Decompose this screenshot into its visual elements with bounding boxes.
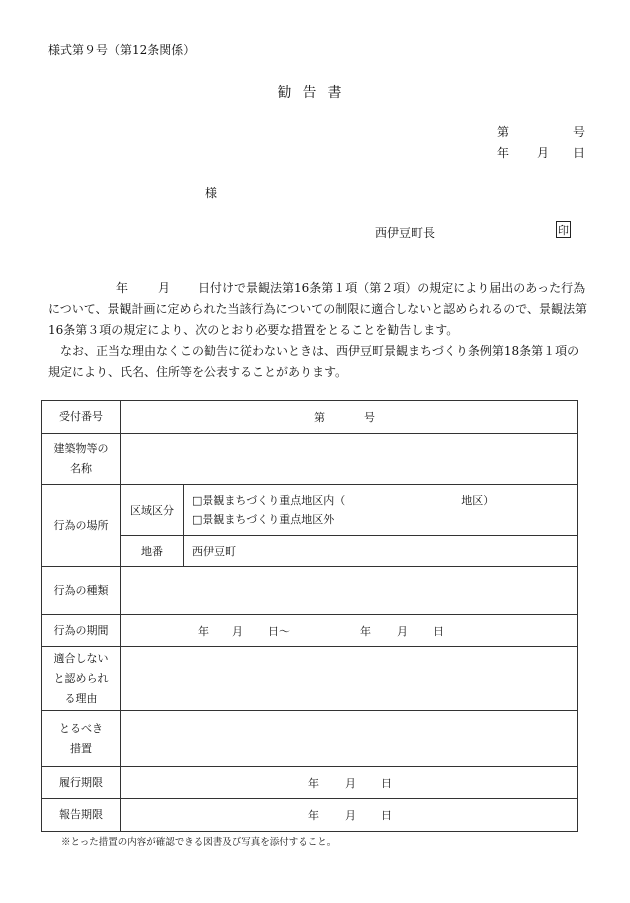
- seal-mark: 印: [556, 221, 571, 238]
- para-year: 年: [116, 281, 129, 295]
- issuer-name: 西伊豆町長: [375, 226, 436, 240]
- para-month: 月: [158, 281, 171, 295]
- period-label: 行為の期間: [42, 615, 121, 647]
- zone-option-inside[interactable]: □景観まちづくり重点地区内（: [192, 494, 346, 507]
- date-year: 年: [497, 146, 510, 160]
- footnote: ※とった措置の内容が確認できる図書及び写真を添付すること。: [61, 837, 337, 848]
- recommendation-paragraph: [48, 278, 588, 341]
- building-name-value[interactable]: [121, 434, 578, 485]
- act-type-value[interactable]: [121, 567, 578, 615]
- number-dai: 第: [497, 125, 510, 139]
- notice-paragraph: [48, 341, 588, 383]
- building-name-label: 建築物等の 名称: [42, 434, 121, 485]
- document-title: 勧告書: [277, 85, 353, 101]
- lot-label: 地番: [121, 536, 184, 567]
- measures-value[interactable]: [121, 711, 578, 767]
- deadline-value[interactable]: 年 月 日: [121, 767, 578, 799]
- reason-label: 適合しない と認められ る理由: [42, 647, 121, 711]
- zone-options[interactable]: □景観まちづくり重点地区内（ 地区） □景観まちづくり重点地区外: [184, 485, 578, 536]
- zone-option-outside[interactable]: □景観まちづくり重点地区外: [192, 513, 335, 526]
- receipt-no-value[interactable]: 第 号: [121, 401, 578, 434]
- number-go: 号: [573, 125, 586, 139]
- act-type-label: 行為の種類: [42, 567, 121, 615]
- report-label: 報告期限: [42, 799, 121, 832]
- para-text: 日付けで景観法第16条第１項（第２項）の規定により届出のあった行為について、景観計画に定められた当該行為についての制限に適合しないと認められるので、景観法第16条第３項の規定により、次のとおり必要な措置をとることを勧告します。: [48, 281, 588, 337]
- deadline-label: 履行期限: [42, 767, 121, 799]
- zone-label: 区域区分: [121, 485, 184, 536]
- date-day: 日: [573, 146, 586, 160]
- lot-value[interactable]: 西伊豆町: [184, 536, 578, 567]
- measures-label: とるべき 措置: [42, 711, 121, 767]
- form-number: 様式第９号（第12条関係）: [48, 43, 196, 57]
- reason-value[interactable]: [121, 647, 578, 711]
- receipt-no-label: 受付番号: [42, 401, 121, 434]
- period-value[interactable]: 年 月 日〜 年 月 日: [121, 615, 578, 647]
- recommendation-table: [41, 400, 578, 832]
- report-value[interactable]: 年 月 日: [121, 799, 578, 832]
- date-month: 月: [537, 146, 550, 160]
- recipient-suffix: 様: [205, 186, 218, 200]
- location-label: 行為の場所: [42, 485, 121, 567]
- notice-text: なお、正当な理由なくこの勧告に従わないときは、西伊豆町景観まちづくり条例第18条第１項の規定により、氏名、住所等を公表することがあります。: [48, 344, 580, 379]
